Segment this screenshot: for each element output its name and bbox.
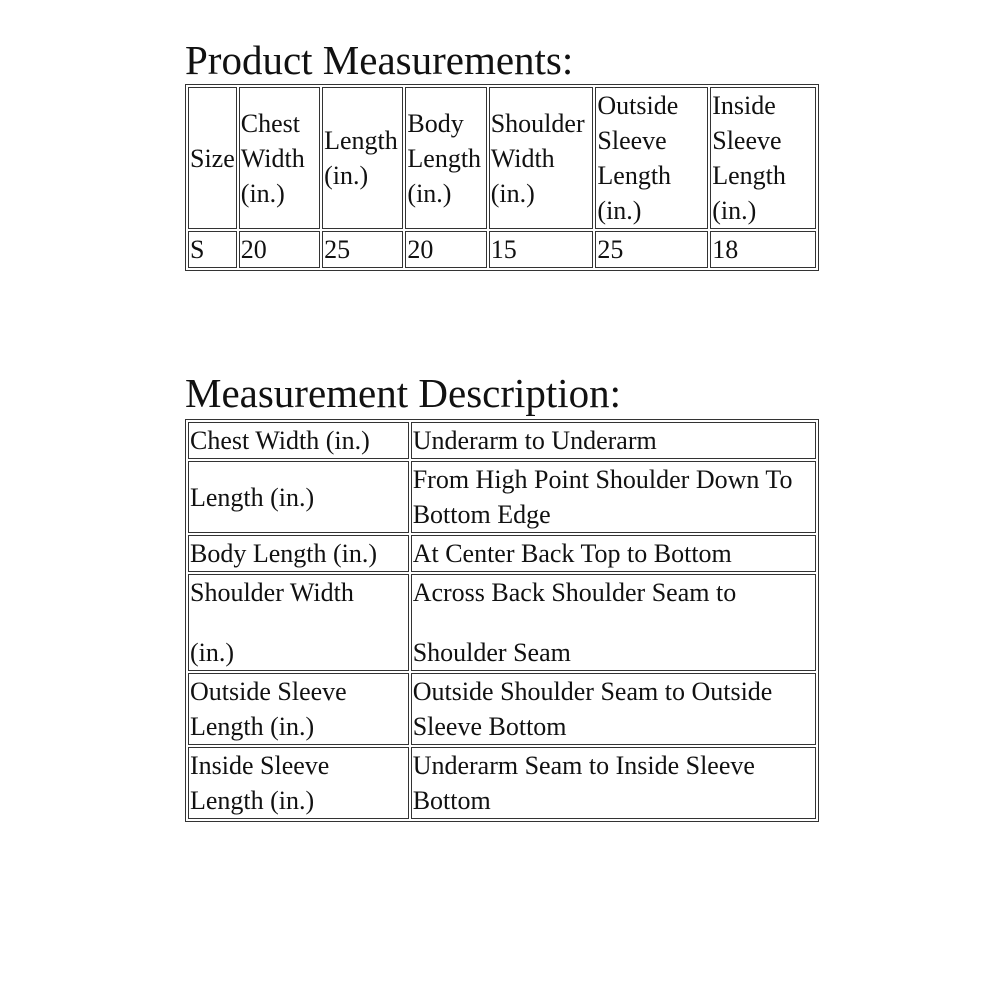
desc-name-inside-sleeve-length: Inside Sleeve Length (in.) (188, 747, 409, 819)
cell-shoulder-width: 15 (489, 231, 594, 268)
desc-name-outside-sleeve-length: Outside Sleeve Length (in.) (188, 673, 409, 745)
cell-size: S (188, 231, 237, 268)
desc-text-shoulder-width-line1: Across Back Shoulder Seam to (412, 578, 737, 607)
header-size: Size (188, 87, 237, 229)
cell-inside-sleeve-length: 18 (710, 231, 816, 268)
desc-name-length: Length (in.) (188, 461, 409, 533)
product-measurements-heading: Product Measurements: (185, 37, 574, 83)
header-length: Length (in.) (322, 87, 403, 229)
cell-chest-width: 20 (239, 231, 320, 268)
table-row (188, 747, 816, 819)
desc-text-inside-sleeve-length: Underarm Seam to Inside Sleeve Bottom (411, 747, 816, 819)
table-row (188, 422, 816, 459)
header-shoulder-width: Shoulder Width (in.) (489, 87, 594, 229)
table-row (188, 231, 816, 268)
header-body-length: Body Length (in.) (405, 87, 486, 229)
desc-name-shoulder-width-line2: (in.) (190, 638, 235, 667)
desc-name-shoulder-width-line1: Shoulder Width (190, 578, 354, 607)
desc-text-shoulder-width-line2: Shoulder Seam (412, 638, 571, 667)
desc-name-chest-width: Chest Width (in.) (188, 422, 409, 459)
table-row (188, 673, 816, 745)
desc-text-outside-sleeve-length: Outside Shoulder Seam to Outside Sleeve Bottom (411, 673, 816, 745)
cell-length: 25 (322, 231, 403, 268)
header-inside-sleeve-length: Inside Sleeve Length (in.) (710, 87, 816, 229)
measurement-description-heading: Measurement Description: (185, 370, 622, 416)
measurements-table (185, 84, 819, 271)
desc-text-chest-width: Underarm to Underarm (411, 422, 816, 459)
table-row (188, 535, 816, 572)
desc-text-length: From High Point Shoulder Down To Bottom Edge (411, 461, 816, 533)
measurements-header-row (188, 87, 816, 229)
table-row (188, 574, 816, 671)
cell-body-length: 20 (405, 231, 486, 268)
header-outside-sleeve-length: Outside Sleeve Length (in.) (595, 87, 708, 229)
desc-text-body-length: At Center Back Top to Bottom (411, 535, 816, 572)
description-table (185, 419, 819, 822)
cell-outside-sleeve-length: 25 (595, 231, 708, 268)
desc-name-shoulder-width (188, 574, 409, 671)
desc-text-shoulder-width (411, 574, 816, 671)
table-row (188, 461, 816, 533)
header-chest-width: Chest Width (in.) (239, 87, 320, 229)
desc-name-body-length: Body Length (in.) (188, 535, 409, 572)
